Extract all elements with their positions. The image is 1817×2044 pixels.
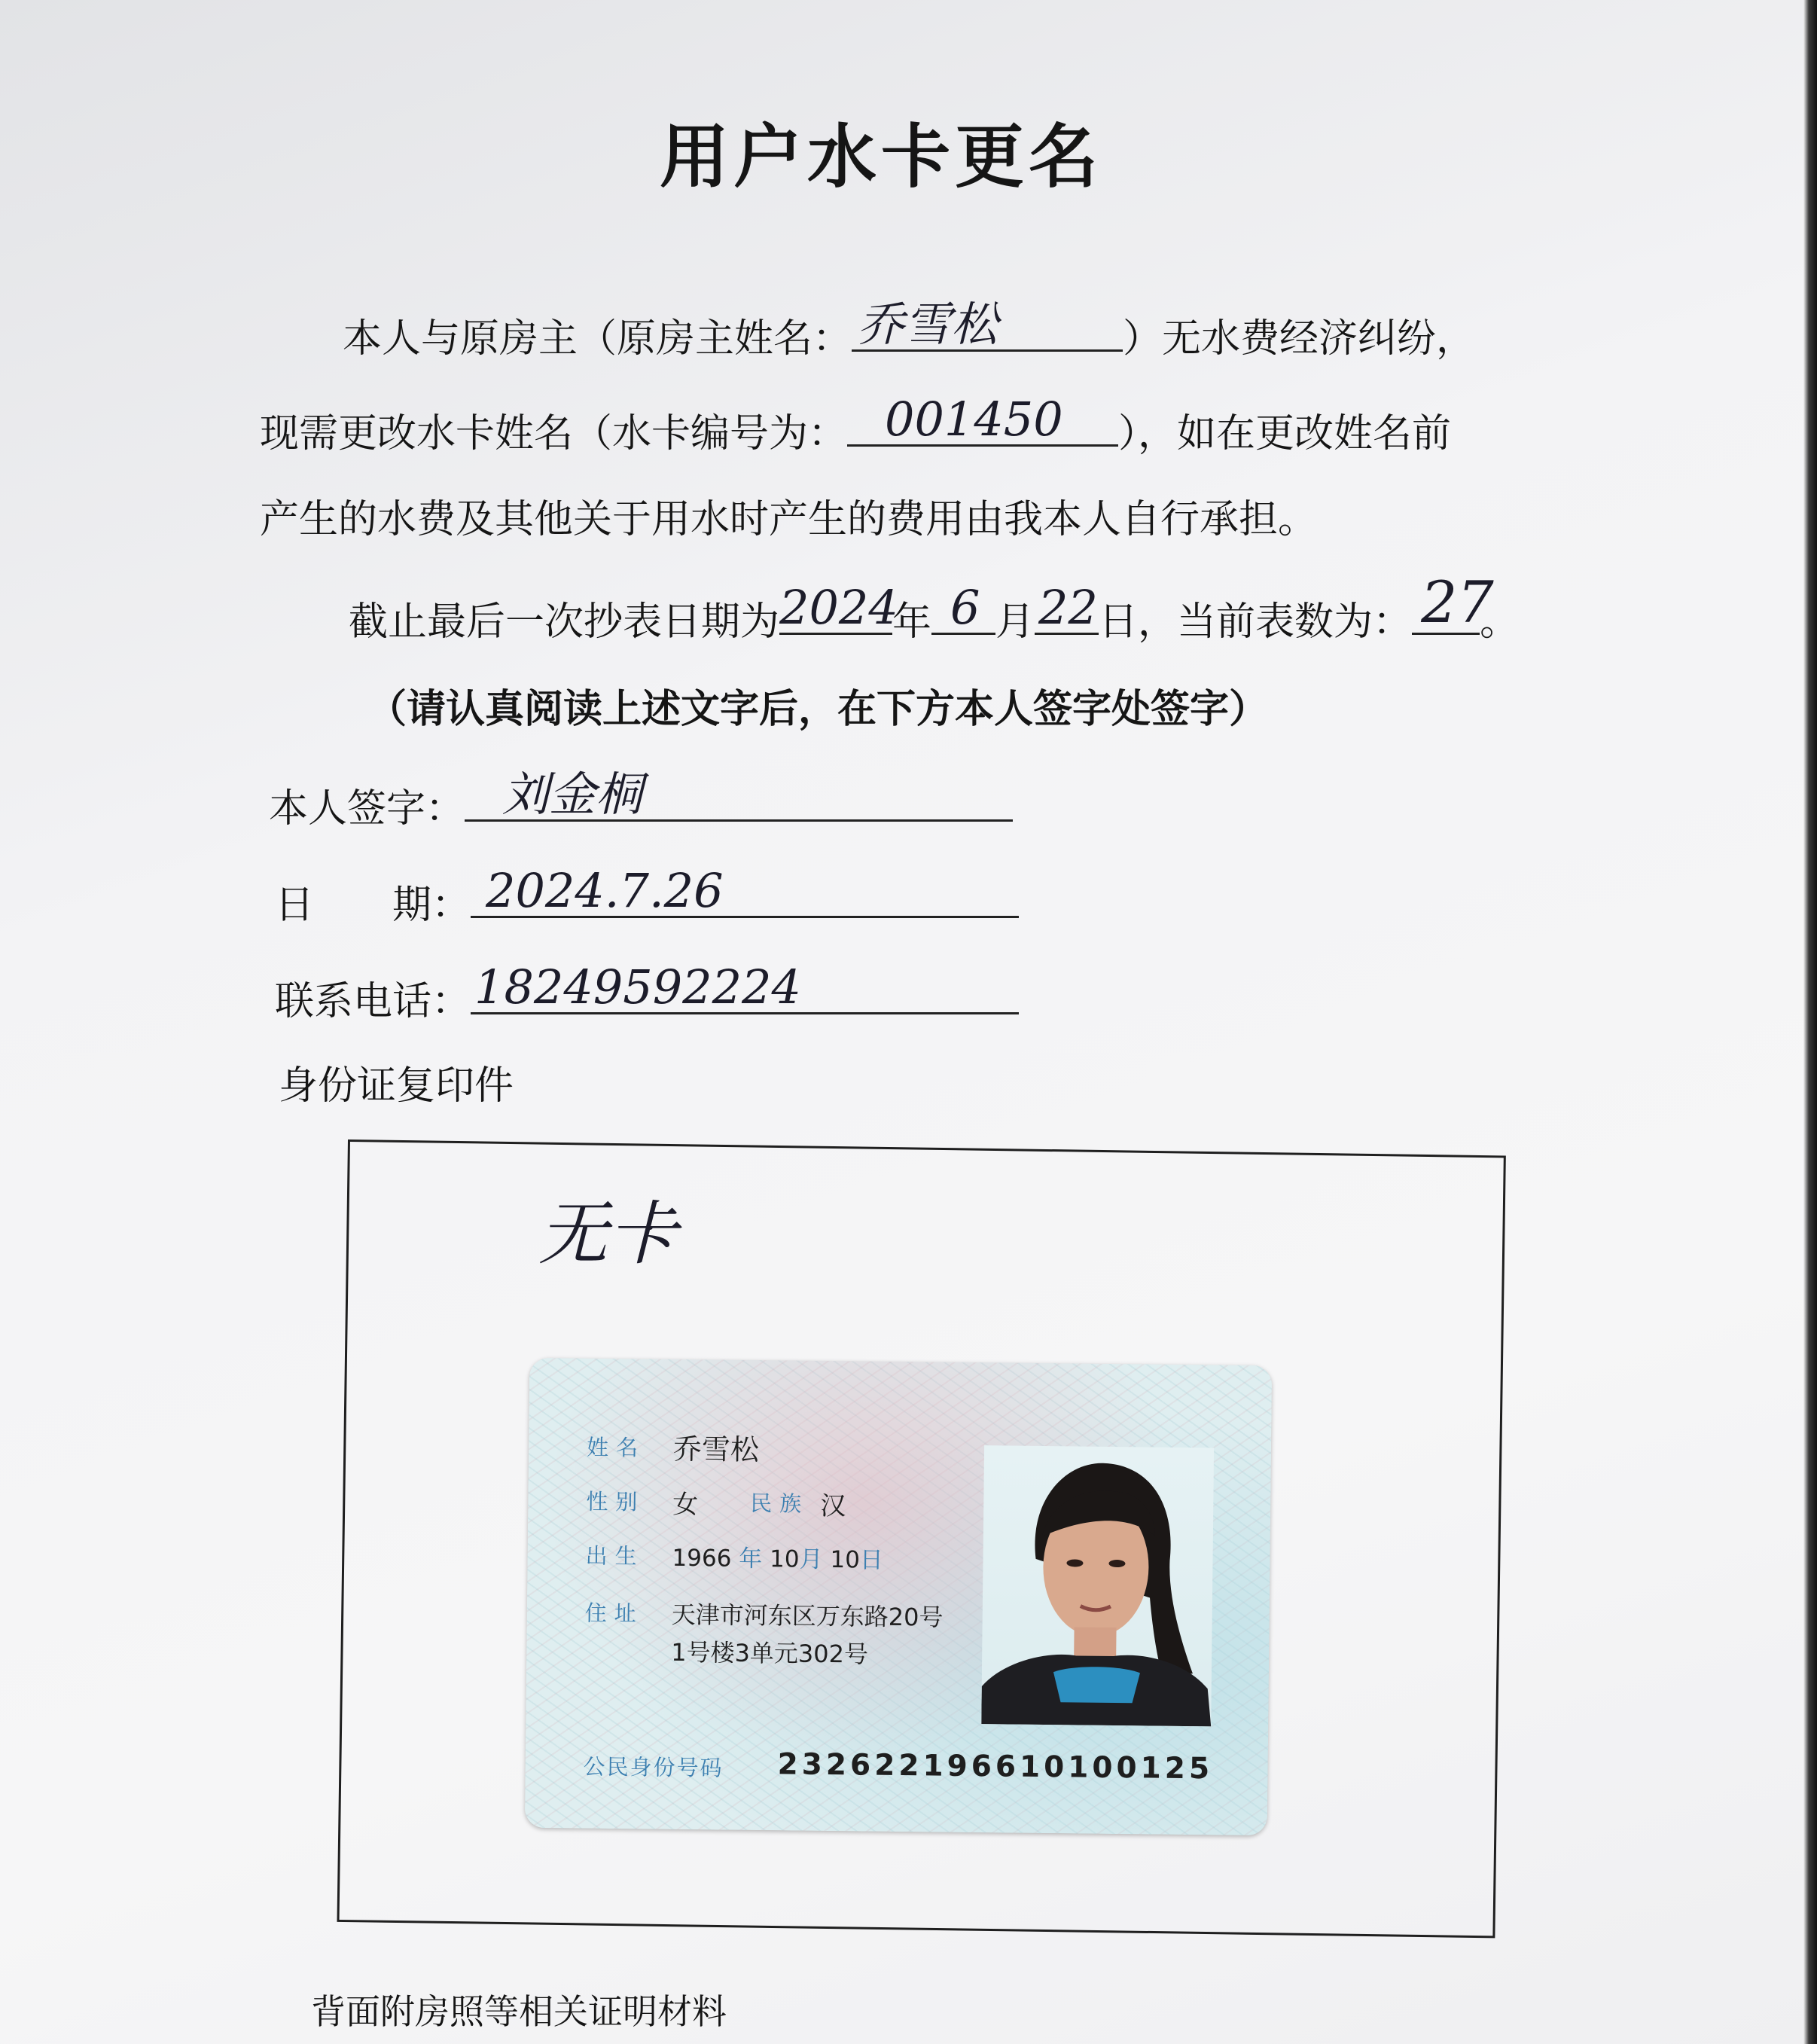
phone-row bbox=[275, 959, 1019, 1024]
document-title: 用户水卡更名 bbox=[659, 117, 1102, 197]
id-birth-day: 10 bbox=[830, 1546, 861, 1574]
date-label: 日 期： bbox=[275, 883, 471, 928]
reading-day-blank bbox=[1035, 580, 1099, 635]
page-edge-shadow bbox=[1803, 0, 1817, 2044]
reading-year-unit: 年 bbox=[892, 599, 932, 645]
id-birth-month: 10 bbox=[769, 1545, 800, 1573]
reading-year-handwritten: 2024 bbox=[779, 580, 898, 635]
id-birth-year: 1966 bbox=[672, 1544, 732, 1573]
id-label-address: 住址 bbox=[584, 1600, 644, 1627]
id-photo bbox=[981, 1445, 1214, 1726]
reading-end: 。 bbox=[1480, 599, 1520, 645]
paragraph-original-owner bbox=[343, 297, 1476, 362]
paragraph-meter-reading bbox=[349, 569, 1520, 645]
portrait-image bbox=[981, 1445, 1214, 1726]
signature-label: 本人签字： bbox=[269, 786, 465, 831]
paragraph-card-number bbox=[260, 392, 1452, 456]
id-label-year: 年 bbox=[739, 1545, 763, 1573]
id-ethnicity: 汉 bbox=[820, 1490, 846, 1522]
id-label-ethnicity: 民族 bbox=[750, 1490, 809, 1517]
signing-notice: （请认真阅读上述文字后，在下方本人签字处签字） bbox=[367, 687, 1269, 732]
reading-day-unit: 日，当前表数为： bbox=[1099, 599, 1413, 645]
signature-handwritten: 刘金桐 bbox=[502, 767, 643, 822]
id-number: 232622196610100125 bbox=[777, 1747, 1214, 1786]
id-label-name: 姓名 bbox=[586, 1434, 646, 1461]
id-label-month: 月 bbox=[799, 1545, 823, 1573]
phone-label: 联系电话： bbox=[275, 979, 471, 1024]
reading-day-handwritten: 22 bbox=[1038, 580, 1098, 635]
id-birth-row bbox=[672, 1539, 883, 1575]
phone-handwritten: 18249592224 bbox=[474, 959, 801, 1014]
id-name: 乔雪松 bbox=[672, 1432, 760, 1467]
card-number-handwritten: 001450 bbox=[885, 392, 1063, 447]
meter-value-handwritten: 27 bbox=[1421, 569, 1494, 636]
signature-row bbox=[269, 767, 1013, 831]
owner-name-handwritten: 乔雪松 bbox=[858, 297, 998, 352]
id-sex: 女 bbox=[672, 1489, 699, 1521]
id-card-copy bbox=[525, 1358, 1272, 1835]
no-card-handwritten-note: 无卡 bbox=[538, 1194, 678, 1274]
footer-note: 背面附房照等相关证明材料 bbox=[311, 1991, 727, 2032]
paragraph-liability: 产生的水费及其他关于用水时产生的费用由我本人自行承担。 bbox=[260, 497, 1318, 542]
owner-suffix: ）无水费经济纠纷， bbox=[1123, 316, 1476, 362]
reading-month-handwritten: 6 bbox=[950, 580, 980, 635]
reading-year-blank bbox=[779, 580, 898, 635]
signature-blank bbox=[465, 767, 1013, 822]
id-copy-label: 身份证复印件 bbox=[279, 1063, 514, 1109]
reading-prefix: 截止最后一次抄表日期为 bbox=[349, 599, 780, 645]
meter-value-blank bbox=[1412, 569, 1494, 636]
reading-month-blank bbox=[931, 580, 995, 635]
date-blank bbox=[471, 863, 1019, 918]
id-label-number: 公民身份号码 bbox=[583, 1753, 724, 1781]
date-row bbox=[275, 863, 1019, 928]
id-label-sex: 性别 bbox=[586, 1488, 645, 1515]
id-address-line1: 天津市河东区万东路20号 bbox=[671, 1600, 944, 1632]
id-label-birth: 出生 bbox=[585, 1542, 645, 1570]
card-prefix: 现需更改水卡姓名（水卡编号为： bbox=[260, 411, 848, 456]
owner-prefix: 本人与原房主（原房主姓名： bbox=[343, 316, 852, 362]
id-label-day: 日 bbox=[859, 1546, 884, 1574]
owner-name-blank bbox=[852, 297, 1123, 352]
id-address-line2: 1号楼3单元302号 bbox=[671, 1637, 869, 1669]
card-suffix: ），如在更改姓名前 bbox=[1118, 411, 1452, 456]
phone-blank bbox=[471, 959, 1019, 1014]
card-number-blank bbox=[847, 392, 1118, 447]
date-handwritten: 2024.7.26 bbox=[486, 863, 724, 918]
reading-month-unit: 月 bbox=[995, 599, 1035, 645]
